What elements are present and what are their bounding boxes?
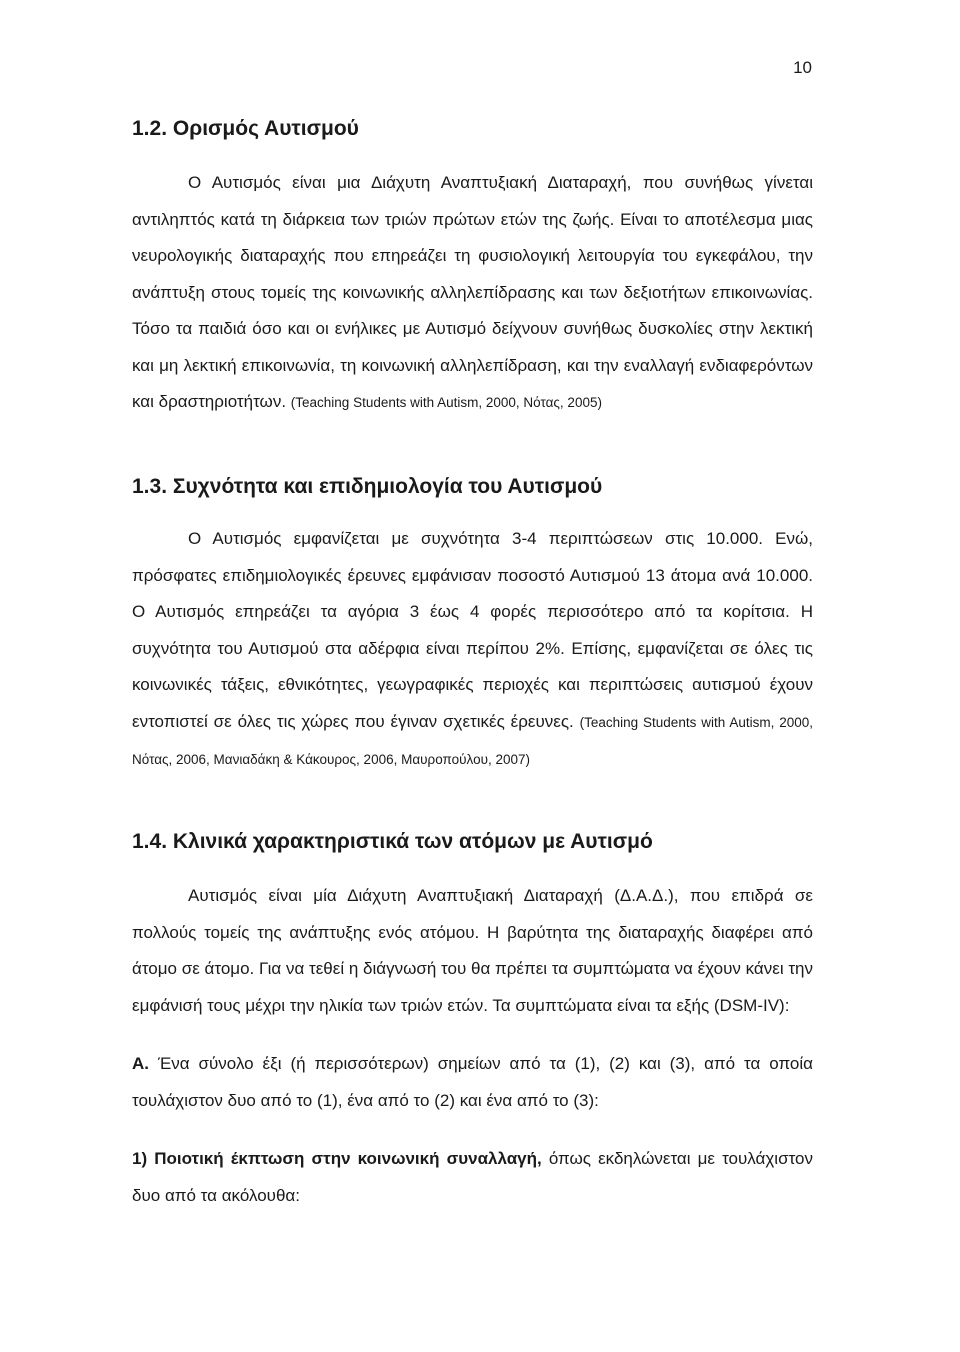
criterion-label: Α. (132, 1054, 149, 1073)
paragraph-text: Ο Αυτισμός εμφανίζεται με συχνότητα 3-4 περιπτώσεων στις 10.000. Ενώ, πρόσφατες επιδημιολογικές έρευνες εμφάνισαν ποσοστό Αυτισμού 13 άτομα ανά 10.000. Ο Αυτισμός επηρεάζει τα αγόρια 3 έως 4 φορές περισσότερο από τα κορίτσια. Η συχνότητα του Αυτισμού στα αδέρφια είναι περίπου 2%. Επίσης, εμφανίζεται σε όλες τις κοινωνικές τάξεις, εθνικότητες, γεωγραφικές περιοχές και περιπτώσεις αυτισμού έχουν εντοπιστεί σε όλες τις χώρες που έγιναν σχετικές έρευνες. (132, 529, 813, 731)
paragraph-text: Ο Αυτισμός είναι μια Διάχυτη Αναπτυξιακή Διαταραχή, που συνήθως γίνεται αντιληπτός κατά τη διάρκεια των τριών πρώτων ετών της ζωής. Είναι το αποτέλεσμα μιας νευρολογικής διαταραχής που επηρεάζει τη φυσιολογική λειτουργία του εγκεφάλου, την ανάπτυξη στους τομείς της κοινωνικής αλληλεπίδρασης και των δεξιοτήτων επικοινωνίας. Τόσο τα παιδιά όσο και οι ενήλικες με Αυτισμό δείχνουν συνήθως δυσκολίες στην λεκτική και μη λεκτική επικοινωνία, τη κοινωνική αλληλεπίδραση, και την εναλλαγή ενδιαφερόντων και δραστηριοτήτων. (132, 173, 813, 411)
list-item-title: 1) Ποιοτική έκπτωση στην κοινωνική συναλλαγή, (132, 1149, 542, 1168)
section-1-2 (132, 117, 813, 422)
list-item-text: όπως εκδηλώνεται με τουλάχιστον δυο από τα ακόλουθα: (132, 1149, 813, 1205)
criterion-text: Ένα σύνολο έξι (ή περισσότερων) σημείων από τα (1), (2) και (3), από τα οποία τουλάχιστον δυο από το (1), ένα από το (2) και ένα από το (3): (132, 1054, 813, 1110)
section-heading: 1.2. Ορισμός Αυτισμού (132, 117, 359, 140)
paragraph (132, 521, 813, 779)
section-1-4 (132, 830, 813, 1214)
section-1-3 (132, 475, 813, 779)
paragraph: Αυτισμός είναι μία Διάχυτη Αναπτυξιακή Διαταραχή (Δ.Α.Δ.), που επιδρά σε πολλούς τομείς της ανάπτυξης ενός ατόμου. Η βαρύτητα της διαταραχής διαφέρει από άτομο σε άτομο. Για να τεθεί η διάγνωσή του θα πρέπει τα συμπτώματα να έχουν κάνει την εμφάνισή τους μέχρι την ηλικία των τριών ετών. Τα συμπτώματα είναι τα εξής (DSM-IV): (132, 886, 813, 1015)
paragraph (132, 165, 813, 422)
section-heading: 1.3. Συχνότητα και επιδημιολογία του Αυτισμού (132, 475, 603, 498)
section-heading: 1.4. Κλινικά χαρακτηριστικά των ατόμων με Αυτισμό (132, 830, 653, 853)
citation: (Teaching Students with Autism, 2000, Νότας, 2005) (290, 395, 602, 410)
criterion-a (132, 1046, 813, 1119)
citation: (Teaching Students with Autism, 2000, Νότας, 2006, Μανιαδάκη & Κάκουρος, 2006, Μαυροπούλου, 2007) (132, 714, 814, 767)
list-item (132, 1141, 813, 1214)
page-number: 10 (793, 58, 812, 77)
